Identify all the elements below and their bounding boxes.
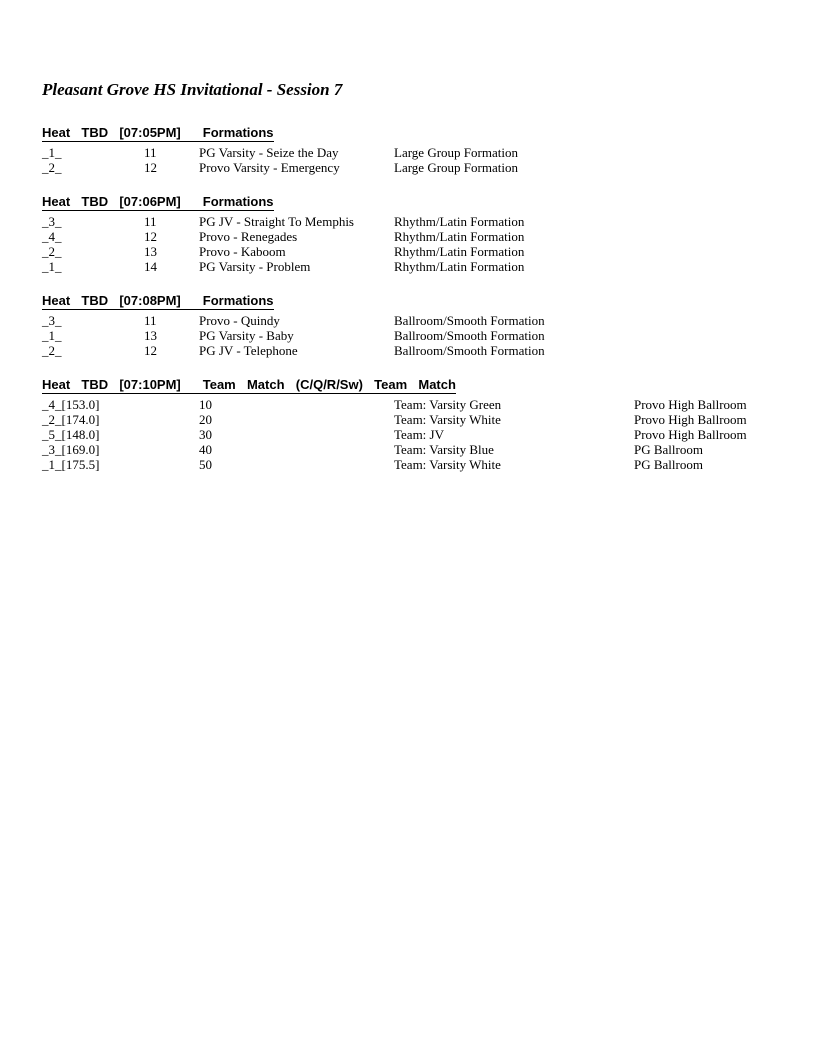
heat-event: Formations <box>202 293 274 308</box>
entry-list <box>42 214 802 274</box>
heat-time: Heat TBD [07:06PM] <box>42 194 181 209</box>
entry-row <box>42 397 802 412</box>
entry-name: Team: Varsity White <box>394 457 501 472</box>
entry-name: PG Varsity - Seize the Day <box>199 145 339 160</box>
heat-event: Formations <box>202 194 274 209</box>
entry-studio: PG Ballroom <box>634 457 703 472</box>
entry-row <box>42 229 802 244</box>
entry-number: 11 <box>144 214 157 229</box>
entry-number: 12 <box>144 343 157 358</box>
entry-category: Ballroom/Smooth Formation <box>394 343 545 358</box>
entry-name: Team: Varsity White <box>394 412 501 427</box>
entry-category: Ballroom/Smooth Formation <box>394 313 545 328</box>
entry-number: 13 <box>144 328 157 343</box>
entry-number: 11 <box>144 313 157 328</box>
entry-place: _2_ <box>42 244 62 259</box>
entry-place: _3_ <box>42 313 62 328</box>
heat-header <box>42 293 274 310</box>
entry-place: _2_ <box>42 160 62 175</box>
entry-studio: PG Ballroom <box>634 442 703 457</box>
heat-section <box>42 376 802 472</box>
entry-number: 30 <box>199 427 212 442</box>
entry-place: _4_[153.0] <box>42 397 100 412</box>
entry-list <box>42 397 802 472</box>
entry-category: Rhythm/Latin Formation <box>394 229 525 244</box>
heat-header <box>42 194 274 211</box>
entry-row <box>42 427 802 442</box>
entry-name: Team: Varsity Green <box>394 397 502 412</box>
entry-row <box>42 343 802 358</box>
entry-row <box>42 457 802 472</box>
entry-row <box>42 328 802 343</box>
entry-row <box>42 145 802 160</box>
entry-list <box>42 313 802 358</box>
entry-place: _3_[169.0] <box>42 442 100 457</box>
entry-place: _3_ <box>42 214 62 229</box>
entry-name: PG Varsity - Problem <box>199 259 311 274</box>
entry-row <box>42 214 802 229</box>
entry-category: Rhythm/Latin Formation <box>394 259 525 274</box>
heat-time: Heat TBD [07:08PM] <box>42 293 181 308</box>
entry-number: 10 <box>199 397 212 412</box>
heat-header <box>42 377 456 394</box>
entry-name: PG Varsity - Baby <box>199 328 294 343</box>
entry-name: Provo - Kaboom <box>199 244 286 259</box>
entry-number: 50 <box>199 457 212 472</box>
entry-row <box>42 313 802 328</box>
entry-row <box>42 412 802 427</box>
entry-place: _1_ <box>42 145 62 160</box>
entry-list <box>42 145 802 175</box>
entry-row <box>42 259 802 274</box>
heat-event: Team Match (C/Q/R/Sw) Team Match <box>202 377 456 392</box>
entry-category: Large Group Formation <box>394 160 518 175</box>
entry-name: PG JV - Straight To Memphis <box>199 214 354 229</box>
entry-row <box>42 244 802 259</box>
page-title: Pleasant Grove HS Invitational - Session 7 <box>42 80 343 99</box>
entry-category: Ballroom/Smooth Formation <box>394 328 545 343</box>
entry-place: _4_ <box>42 229 62 244</box>
entry-studio: Provo High Ballroom <box>634 412 747 427</box>
heat-header <box>42 125 274 142</box>
heat-section <box>42 124 802 175</box>
entry-category: Large Group Formation <box>394 145 518 160</box>
entry-number: 40 <box>199 442 212 457</box>
entry-category: Rhythm/Latin Formation <box>394 214 525 229</box>
heat-time: Heat TBD [07:10PM] <box>42 377 181 392</box>
entry-number: 12 <box>144 229 157 244</box>
entry-number: 12 <box>144 160 157 175</box>
heat-section <box>42 193 802 274</box>
entry-name: Provo - Renegades <box>199 229 298 244</box>
entry-name: Team: JV <box>394 427 444 442</box>
heat-section <box>42 292 802 358</box>
entry-category: Rhythm/Latin Formation <box>394 244 525 259</box>
heat-time: Heat TBD [07:05PM] <box>42 125 181 140</box>
entry-studio: Provo High Ballroom <box>634 427 747 442</box>
entry-number: 11 <box>144 145 157 160</box>
entry-name: Provo Varsity - Emergency <box>199 160 340 175</box>
entry-row <box>42 160 802 175</box>
entry-studio: Provo High Ballroom <box>634 397 747 412</box>
entry-number: 13 <box>144 244 157 259</box>
entry-number: 20 <box>199 412 212 427</box>
entry-place: _1_[175.5] <box>42 457 100 472</box>
entry-name: PG JV - Telephone <box>199 343 298 358</box>
entry-place: _2_[174.0] <box>42 412 100 427</box>
entry-place: _1_ <box>42 259 62 274</box>
entry-place: _1_ <box>42 328 62 343</box>
entry-place: _5_[148.0] <box>42 427 100 442</box>
heat-event: Formations <box>202 125 274 140</box>
entry-place: _2_ <box>42 343 62 358</box>
entry-number: 14 <box>144 259 157 274</box>
entry-row <box>42 442 802 457</box>
entry-name: Team: Varsity Blue <box>394 442 494 457</box>
entry-name: Provo - Quindy <box>199 313 280 328</box>
